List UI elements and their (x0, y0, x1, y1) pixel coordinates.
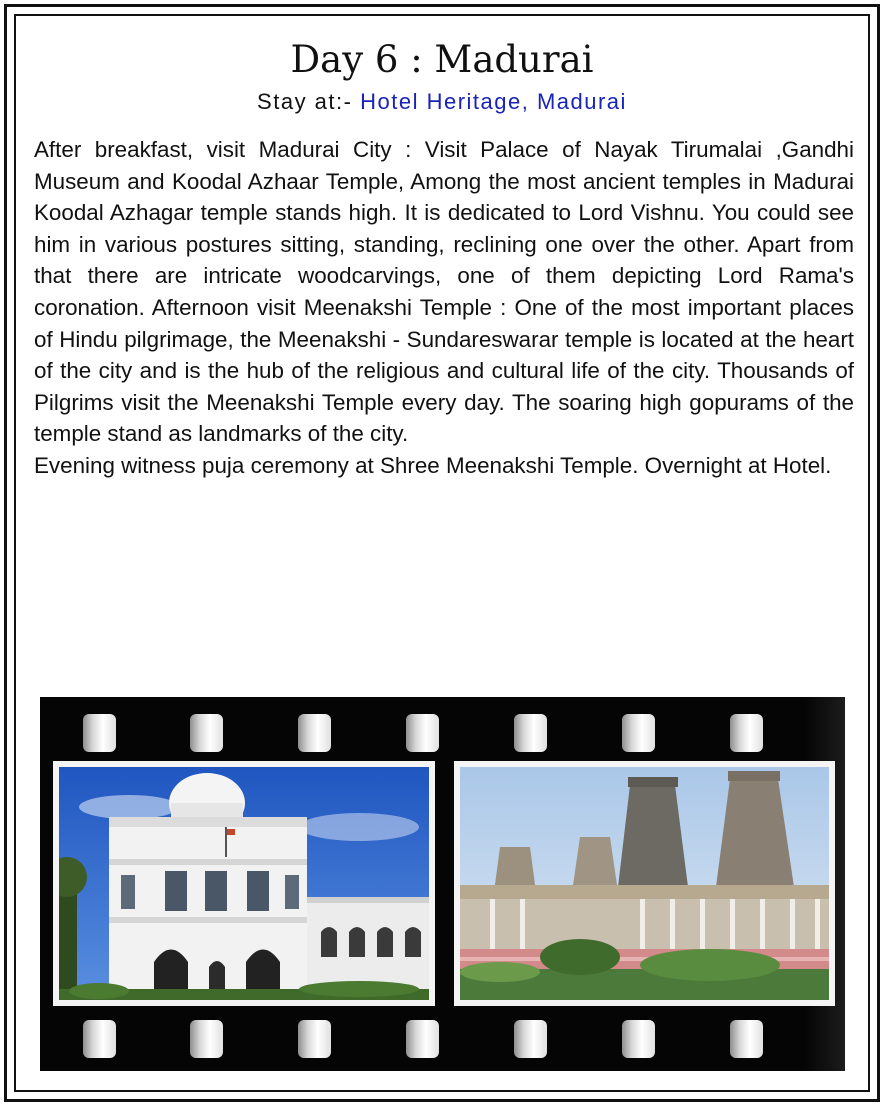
stay-line (0, 88, 884, 116)
hotel-name: Hotel Heritage, Madurai (360, 89, 627, 114)
film-sprocket-icon (730, 1020, 763, 1058)
itinerary-description (34, 134, 854, 482)
film-sprocket-icon (83, 1020, 116, 1058)
film-sprocket-icon (514, 714, 547, 752)
film-sprocket-icon (298, 714, 331, 752)
description-paragraph: After breakfast, visit Madurai City : Visit Palace of Nayak Tirumalai ,Gandhi Museum and Koodal Azhaar Temple, Among the most ancient temples in Madurai Koodal Azhagar temple stands high. It is dedicated to Lord Vishnu. You could see him in various postures sitting, standing, reclining one over the other. Apart from that there are intricate woodcarvings, one of them depicting Lord Rama's coronation. Afternoon visit Meenakshi Temple : One of the most important places of Hindu pilgrimage, the Meenakshi - Sundareswarar temple is located at the heart of the city and is the hub of the religious and cultural life of the city. Thousands of Pilgrims visit the Meenakshi Temple every day. The soaring high gopurams of the temple stand as landmarks of the city. (34, 137, 854, 447)
film-sprocket-icon (406, 714, 439, 752)
film-sprocket-icon (622, 1020, 655, 1058)
film-sprocket-icon (190, 714, 223, 752)
film-sprocket-icon (730, 714, 763, 752)
film-sprocket-icon (514, 1020, 547, 1058)
film-sprocket-icon (298, 1020, 331, 1058)
film-sprocket-icon (622, 714, 655, 752)
description-paragraph: Evening witness puja ceremony at Shree Meenakshi Temple. Overnight at Hotel. (34, 452, 832, 478)
meenakshi-temple-photo (454, 761, 835, 1006)
gandhi-museum-photo (53, 761, 435, 1006)
film-sprocket-icon (190, 1020, 223, 1058)
page-title: Day 6 : Madurai (290, 38, 594, 81)
photo-filmstrip (40, 697, 845, 1071)
film-sprocket-icon (83, 714, 116, 752)
film-sprocket-icon (406, 1020, 439, 1058)
stay-label: Stay at:- (257, 89, 361, 114)
